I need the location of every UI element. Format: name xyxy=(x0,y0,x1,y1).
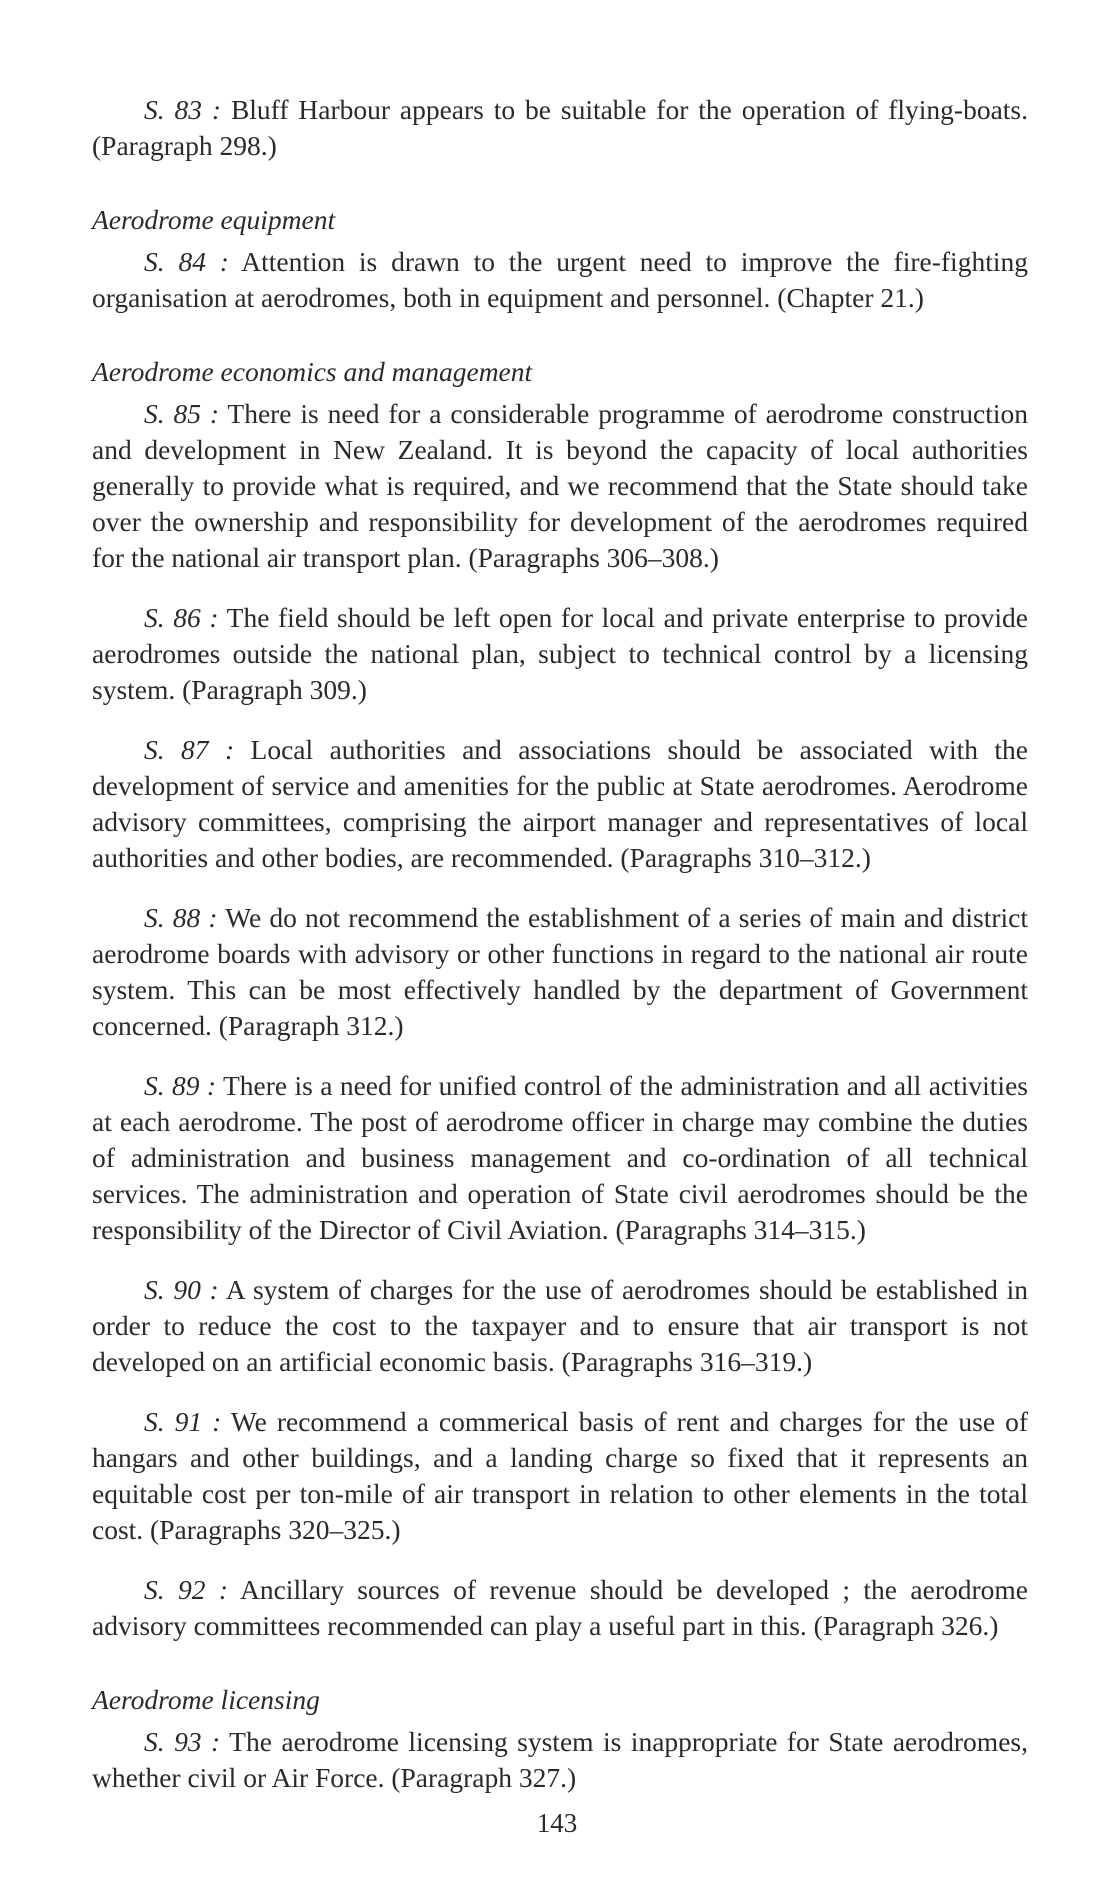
paragraph-body: We recommend a commerical basis of rent and charges for the use of hangars and other buildings, and a landing charge so fixed that it represents an equitable cost per ton-mile of air transport in relation to other elements in the total cost. (Paragraphs 320–325.) xyxy=(92,1406,1028,1545)
paragraph-body: There is a need for unified control of the administration and all activities at each aerodrome. The post of aerodrome officer in charge may combine the duties of administration and business management and co-ordination of all technical services. The administration and operation of State civil aerodromes should be the responsibility of the Director of Civil Aviation. (Paragraphs 314–315.) xyxy=(92,1070,1028,1245)
section-heading-economics: Aerodrome economics and management xyxy=(92,356,533,387)
paragraph-ref: S. 90 : xyxy=(144,1274,219,1305)
paragraph-ref: S. 88 : xyxy=(144,902,218,933)
section-heading-equipment: Aerodrome equipment xyxy=(92,204,336,235)
section-heading-licensing: Aerodrome licensing xyxy=(92,1684,320,1715)
paragraph-s84 xyxy=(92,244,1028,316)
paragraph-ref: S. 93 : xyxy=(144,1726,221,1757)
paragraph-s88 xyxy=(92,900,1028,1044)
paragraph-s92 xyxy=(92,1572,1028,1644)
paragraph-body: The field should be left open for local and private enterprise to provide aerodromes outside the national plan, subject to technical control by a licensing system. (Paragraph 309.) xyxy=(92,602,1028,705)
recommendations-text xyxy=(92,92,1028,1796)
paragraph-s83 xyxy=(92,92,1028,164)
paragraph-body: Local authorities and associations should be associated with the development of service and amenities for the public at State aerodromes. Aerodrome advisory committees, comprising the airport manager and representatives of local authorities and other bodies, are recommended. (Paragraphs 310–312.) xyxy=(92,734,1028,873)
paragraph-body: A system of charges for the use of aerodromes should be established in order to reduce the cost to the taxpayer and to ensure that air transport is not developed on an artificial economic basis. (Paragraphs 316–319.) xyxy=(92,1274,1028,1377)
paragraph-ref: S. 86 : xyxy=(144,602,219,633)
paragraph-ref: S. 83 : xyxy=(144,94,222,125)
paragraph-body: Bluff Harbour appears to be suitable for the operation of flying-boats. (Paragraph 298.) xyxy=(92,94,1029,161)
page-number: 143 xyxy=(536,1808,578,1838)
paragraph-s86 xyxy=(92,600,1028,708)
paragraph-body: Ancillary sources of revenue should be developed ; the aerodrome advisory committees recommended can play a useful part in this. (Paragraph 326.) xyxy=(92,1574,1028,1641)
paragraph-s85 xyxy=(92,396,1028,576)
paragraph-ref: S. 87 : xyxy=(144,734,235,765)
paragraph-body: There is need for a considerable programme of aerodrome construction and development in New Zealand. It is beyond the capacity of local authorities generally to provide what is required, and we recommend that the State should take over the ownership and responsibility for development of the aerodromes required for the national air transport plan. (Paragraphs 306–308.) xyxy=(92,398,1028,573)
paragraph-s87 xyxy=(92,732,1028,876)
paragraph-s93 xyxy=(92,1724,1028,1796)
paragraph-ref: S. 89 : xyxy=(144,1070,217,1101)
paragraph-s89 xyxy=(92,1068,1028,1248)
paragraph-ref: S. 92 : xyxy=(144,1574,229,1605)
paragraph-s90 xyxy=(92,1272,1028,1380)
paragraph-s91 xyxy=(92,1404,1028,1548)
paragraph-ref: S. 84 : xyxy=(144,246,229,277)
paragraph-body: We do not recommend the establishment of a series of main and district aerodrome boards with advisory or other functions in regard to the national air route system. This can be most effectively handled by the department of Government concerned. (Paragraph 312.) xyxy=(92,902,1028,1041)
paragraph-body: The aerodrome licensing system is inappropriate for State aerodromes, whether civil or Air Force. (Paragraph 327.) xyxy=(92,1726,1028,1793)
paragraph-body: Attention is drawn to the urgent need to improve the fire-fighting organisation at aerodromes, both in equipment and personnel. (Chapter 21.) xyxy=(92,246,1028,313)
paragraph-ref: S. 91 : xyxy=(144,1406,222,1437)
paragraph-ref: S. 85 : xyxy=(144,398,220,429)
